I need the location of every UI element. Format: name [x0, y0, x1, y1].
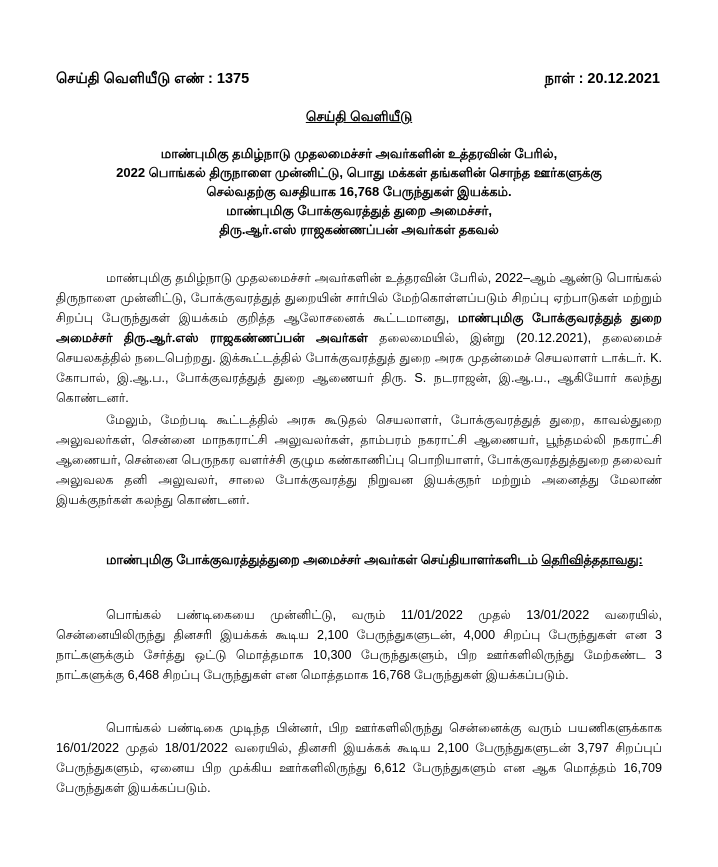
section-heading-text: மாண்புமிகு போக்குவரத்துத்துறை அமைச்சர் அவர்கள் செய்தியாளர்களிடம்	[106, 552, 542, 567]
section-heading	[56, 550, 662, 570]
document-title-text: செய்தி வெளியீடு	[305, 109, 413, 124]
subheading-line: மாண்புமிகு போக்குவரத்துத் துறை அமைச்சர்,	[226, 203, 492, 218]
subheading-line: 2022 பொங்கல் திருநாளை முன்னிட்டு, பொது மக்கள் தங்களின் சொந்த ஊர்களுக்கு	[116, 165, 602, 180]
paragraph-outbound-buses: பொங்கல் பண்டிகையை முன்னிட்டு, வரும் 11/01/2022 முதல் 13/01/2022 வரையில், சென்னையிலிருந்து தினசரி இயக்கக் கூடிய 2,100 பேருந்துகளுடன், 4,000 சிறப்பு பேருந்துகள் என 3 நாட்களுக்கும் சேர்த்து ஒட்டு மொத்தமாக 10,300 பேருந்துகளும், பிற ஊர்களிலிருந்து மேற்கண்ட 3 நாட்களுக்கு 6,468 சிறப்பு பேருந்துகள் என மொத்தமாக 16,768 பேருந்துகள் இயக்கப்படும்.	[56, 608, 662, 682]
document-title	[0, 109, 718, 127]
paragraph-attendees: மேலும், மேற்படி கூட்டத்தில் அரசு கூடுதல் செயலாளர், போக்குவரத்துத் துறை, காவல்துறை அலுவலர்கள், சென்னை மாநகராட்சி அலுவலர்கள், தாம்பரம் நகராட்சி ஆணையர், பூந்தமல்லி நகராட்சி ஆணையர், சென்னை பெருநகர வளர்ச்சி குழும கண்காணிப்பு பொறியாளர், போக்குவரத்துத்துறை தலைவர் அலுவலக தனி அலுவலர், சாலை போக்குவரத்து நிறுவன இயக்குநர் மற்றும் அனைத்து மேலாண் இயக்குநர்கள் கலந்து கொண்டனர்.	[56, 413, 662, 507]
release-date: நாள் : 20.12.2021	[544, 71, 660, 87]
subheading-line: செல்வதற்கு வசதியாக 16,768 பேருந்துகள் இயக்கம்.	[206, 184, 512, 199]
paragraph-meeting-intro: மாண்புமிகு தமிழ்நாடு முதலமைச்சர் அவர்களின் உத்தரவின் பேரில், 2022–ஆம் ஆண்டு பொங்கல் திருநாளை முன்னிட்டு, போக்குவரத்துத் துறையின் சார்பில் மேற்கொள்ளப்படும் சிறப்பு ஏற்பாடுகள் மற்றும் சிறப்பு பேருந்துகள் இயக்கம் குறித்த ஆலோசனைக் கூட்டமானது,	[56, 271, 662, 325]
section-heading-underlined: தெரிவித்ததாவது:	[541, 552, 643, 567]
paragraph-return-buses: பொங்கல் பண்டிகை முடிந்த பின்னர், பிற ஊர்களிலிருந்து சென்னைக்கு வரும் பயணிகளுக்காக 16/01/2022 முதல் 18/01/2022 வரையில், தினசரி இயக்கக் கூடிய 2,100 பேருந்துகளுடன் 3,797 சிறப்புப் பேருந்துகளும், ஏனைய பிற முக்கிய ஊர்களிலிருந்து 6,612 பேருந்துகளும் என ஆக மொத்தம் 16,709 பேருந்துகள் இயக்கப்படும்.	[56, 721, 662, 795]
subheading-line: மாண்புமிகு தமிழ்நாடு முதலமைச்சர் அவர்களின் உத்தரவின் பேரில்,	[160, 146, 558, 161]
header-row	[56, 71, 660, 91]
subheadings	[60, 144, 658, 239]
paragraph-meeting-rest: தலைமையில், இன்று (20.12.2021), தலைமைச் செயலகத்தில் நடைபெற்றது. இக்கூட்டத்தில் போக்குவரத்துத் துறை அரசு முதன்மைச் செயலாளர் டாக்டர். K. கோபால், இ.ஆ.ப., போக்குவரத்துத் துறை ஆணையர் திரு. S. நடராஜன், இ.ஆ.ப., ஆகியோர் கலந்து கொண்டனர்.	[56, 331, 662, 405]
paragraph-meeting	[56, 268, 662, 408]
subheading-line: திரு.ஆர்.எஸ் ராஜகண்ணப்பன் அவர்கள் தகவல்	[219, 222, 499, 237]
release-number: செய்தி வெளியீடு எண் : 1375	[56, 71, 250, 87]
paragraph-meeting-minister: மாண்புமிகு போக்குவரத்துத் துறை அமைச்சர் திரு.ஆர்.எஸ் ராஜகண்ணப்பன் அவர்கள்	[56, 311, 662, 345]
